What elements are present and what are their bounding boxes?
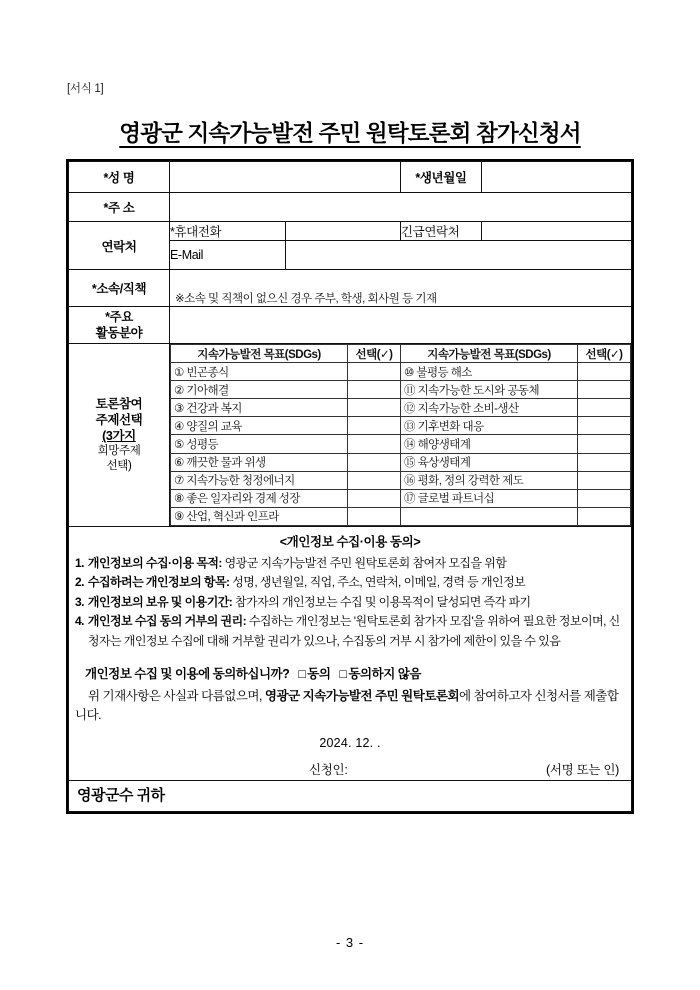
- sdg-goal-7: ⑦ 지속가능한 청정에너지: [171, 471, 348, 489]
- privacy-item-rest: 영광군 지속가능발전 주민 원탁토론회 참여자 모집을 위함: [221, 555, 507, 570]
- consent-question-row: [69, 653, 631, 684]
- consent-agree-label: 동의: [307, 667, 331, 682]
- sdg-goal-12: ⑫ 지속가능한 소비-생산: [401, 399, 578, 417]
- sdg-selection-cell: [170, 344, 632, 527]
- form-tag: [서식 1]: [67, 83, 104, 95]
- sdg-goal-11: ⑪ 지속가능한 도시와 공동체: [401, 381, 578, 399]
- sdg-check-6[interactable]: [348, 453, 401, 471]
- privacy-item-number: 2.: [75, 575, 84, 590]
- label-email: E-Mail: [170, 241, 286, 270]
- sdg-check-8[interactable]: [348, 489, 401, 507]
- label-activity-line1: *주요: [105, 310, 133, 324]
- sdg-check-4[interactable]: [348, 417, 401, 435]
- application-form-table: [68, 161, 632, 812]
- sdg-goal-16: ⑯ 평화, 정의 강력한 제도: [401, 471, 578, 489]
- label-activity-line2: 활동분야: [95, 326, 143, 340]
- table-row: [171, 381, 631, 399]
- label-emergency-contact: 긴급연락처: [401, 222, 482, 241]
- affiliation-note: ※소속 및 직책이 없으신 경우 주부, 학생, 회사원 등 기재: [175, 293, 437, 305]
- table-row: [171, 489, 631, 507]
- recipient-label: 영광군수 귀하: [77, 787, 165, 805]
- label-mobile: *휴대전화: [170, 222, 286, 241]
- sdg-goal-10: ⑩ 불평등 해소: [401, 363, 578, 381]
- sdg-goal-6: ⑥ 깨끗한 물과 위생: [171, 453, 348, 471]
- page-title: 영광군 지속가능발전 주민 원탁토론회 참가신청서: [119, 121, 581, 146]
- sdg-header-row: [171, 345, 631, 363]
- sdg-check-17[interactable]: [578, 489, 631, 507]
- privacy-items-list: [69, 554, 631, 653]
- sdg-goal-empty: [401, 507, 578, 525]
- consent-agree-option[interactable]: [292, 667, 330, 681]
- label-topic-line3: (3가지: [102, 429, 136, 444]
- signer-row: [69, 750, 631, 780]
- table-row-privacy-consent: [69, 526, 632, 780]
- table-row-topic-selection: [69, 344, 632, 527]
- privacy-item-number: 1.: [75, 555, 84, 570]
- label-contact: 연락처: [69, 222, 170, 270]
- privacy-consent-section: [69, 526, 632, 780]
- checkbox-icon[interactable]: □: [298, 667, 306, 682]
- label-topic-line4: 희망주제: [97, 445, 141, 458]
- table-row: [171, 417, 631, 435]
- table-row-activity-field: [69, 307, 632, 344]
- consent-question-label: 개인정보 수집 및 이용에 동의하십니까?: [85, 667, 290, 682]
- date-line[interactable]: 2024. 12. .: [319, 736, 381, 751]
- privacy-item-bold: 수집하려는 개인정보의 항목:: [87, 575, 230, 590]
- list-item: [75, 593, 624, 612]
- sdg-goal-17: ⑰ 글로벌 파트너십: [401, 489, 578, 507]
- sdg-goal-1: ① 빈곤종식: [171, 363, 348, 381]
- table-row-name: [69, 162, 632, 193]
- label-topic-selection: [69, 344, 170, 527]
- sdg-check-9[interactable]: [348, 507, 401, 525]
- privacy-item-text: [88, 554, 624, 573]
- input-activity-field[interactable]: [170, 307, 632, 344]
- sdg-goal-9: ⑨ 산업, 혁신과 인프라: [171, 507, 348, 525]
- sdg-check-16[interactable]: [578, 471, 631, 489]
- sdg-header-select-right: 선택(✓): [578, 345, 631, 363]
- table-row: [171, 507, 631, 525]
- sdg-check-13[interactable]: [578, 417, 631, 435]
- privacy-item-number: 4.: [75, 614, 84, 629]
- signer-label: 신청인:: [309, 763, 348, 778]
- sdg-goal-4: ④ 양질의 교육: [171, 417, 348, 435]
- sdg-check-10[interactable]: [578, 363, 631, 381]
- input-email[interactable]: [285, 241, 632, 270]
- sdg-check-5[interactable]: [348, 435, 401, 453]
- table-row-mobile: [69, 222, 632, 241]
- consent-disagree-label: 동의하지 않음: [348, 667, 421, 682]
- recipient-cell: [69, 781, 632, 812]
- sdg-check-7[interactable]: [348, 471, 401, 489]
- sdg-goal-3: ③ 건강과 복지: [171, 399, 348, 417]
- input-address[interactable]: [170, 193, 632, 222]
- sdg-check-14[interactable]: [578, 435, 631, 453]
- declaration-text: [69, 684, 631, 725]
- table-row-address: [69, 193, 632, 222]
- privacy-item-rest: 성명, 생년월일, 직업, 주소, 연락처, 이메일, 경력 등 개인정보: [229, 575, 526, 590]
- table-row: [171, 435, 631, 453]
- privacy-item-bold: 개인정보 수집 동의 거부의 권리:: [87, 614, 247, 629]
- sdg-check-11[interactable]: [578, 381, 631, 399]
- privacy-item-text: [88, 593, 624, 612]
- sdg-check-1[interactable]: [348, 363, 401, 381]
- sdg-goal-13: ⑬ 기후변화 대응: [401, 417, 578, 435]
- privacy-item-rest: 참가자의 개인정보는 수집 및 이용목적이 달성되면 즉각 파기: [232, 594, 531, 609]
- page-number: - 3 -: [335, 935, 365, 950]
- input-affiliation[interactable]: [170, 270, 632, 307]
- input-mobile[interactable]: [285, 222, 401, 241]
- privacy-item-bold: 개인정보의 보유 및 이용기간:: [87, 594, 233, 609]
- table-row-recipient: [69, 781, 632, 812]
- label-address: *주 소: [69, 193, 170, 222]
- sdg-goal-15: ⑮ 육상생태계: [401, 453, 578, 471]
- consent-disagree-option[interactable]: [333, 667, 421, 681]
- label-topic-line5: 선택): [106, 459, 132, 472]
- table-row-affiliation: [69, 270, 632, 307]
- privacy-item-number: 3.: [75, 594, 84, 609]
- label-topic-line1: 토론참여: [95, 397, 143, 412]
- sdg-check-12[interactable]: [578, 399, 631, 417]
- declaration-part1: 위 기재사항은 사실과 다름없으며,: [88, 689, 265, 704]
- sdg-header-select-left: 선택(✓): [348, 345, 401, 363]
- sdg-goal-8: ⑧ 좋은 일자리와 경제 성장: [171, 489, 348, 507]
- list-item: [75, 573, 624, 592]
- sdg-body: [171, 363, 631, 526]
- input-birthdate[interactable]: [482, 162, 632, 193]
- input-name[interactable]: [170, 162, 401, 193]
- privacy-item-rest: 수집하는 개인정보는 '원탁토론회 참가자 모집'을 위하여 필요한 정보이며, 신청자는 개인정보 수집에 대해 거부할 권리가 있으나, 수집동의 거부 시 참가에 제한이 있을 수 있음: [87, 614, 620, 648]
- label-name: *성 명: [69, 162, 170, 193]
- sdg-check-2[interactable]: [348, 381, 401, 399]
- label-affiliation: *소속/직책: [69, 270, 170, 307]
- sdg-check-empty: [578, 507, 631, 525]
- label-birthdate: *생년월일: [401, 162, 482, 193]
- label-activity-field: [69, 307, 170, 344]
- signature-hint: (서명 또는 인): [546, 763, 619, 778]
- sdg-goals-table: [170, 344, 631, 526]
- list-item: [75, 612, 624, 651]
- list-item: [75, 554, 624, 573]
- sdg-goal-14: ⑭ 해양생태계: [401, 435, 578, 453]
- sdg-header-goal-right: 지속가능발전 목표(SDGs): [401, 345, 578, 363]
- declaration-bold: 영광군 지속가능발전 주민 원탁토론회: [264, 689, 460, 704]
- checkbox-icon[interactable]: □: [339, 667, 347, 682]
- sdg-check-15[interactable]: [578, 453, 631, 471]
- privacy-item-text: [88, 612, 624, 651]
- privacy-item-text: [88, 573, 624, 592]
- declaration-part2: 에 참여하고자 신청서를 제출합니다.: [75, 689, 619, 723]
- table-row: [171, 363, 631, 381]
- sdg-check-3[interactable]: [348, 399, 401, 417]
- label-topic-line2: 주제선택: [95, 413, 143, 428]
- sdg-goal-5: ⑤ 성평등: [171, 435, 348, 453]
- sdg-goal-2: ② 기아해결: [171, 381, 348, 399]
- privacy-heading: <개인정보 수집·이용 동의>: [279, 534, 421, 549]
- input-emergency-contact[interactable]: [482, 222, 632, 241]
- sdg-header-goal-left: 지속가능발전 목표(SDGs): [171, 345, 348, 363]
- table-row: [171, 471, 631, 489]
- table-row: [171, 453, 631, 471]
- privacy-item-bold: 개인정보의 수집·이용 목적:: [87, 555, 222, 570]
- table-row: [171, 399, 631, 417]
